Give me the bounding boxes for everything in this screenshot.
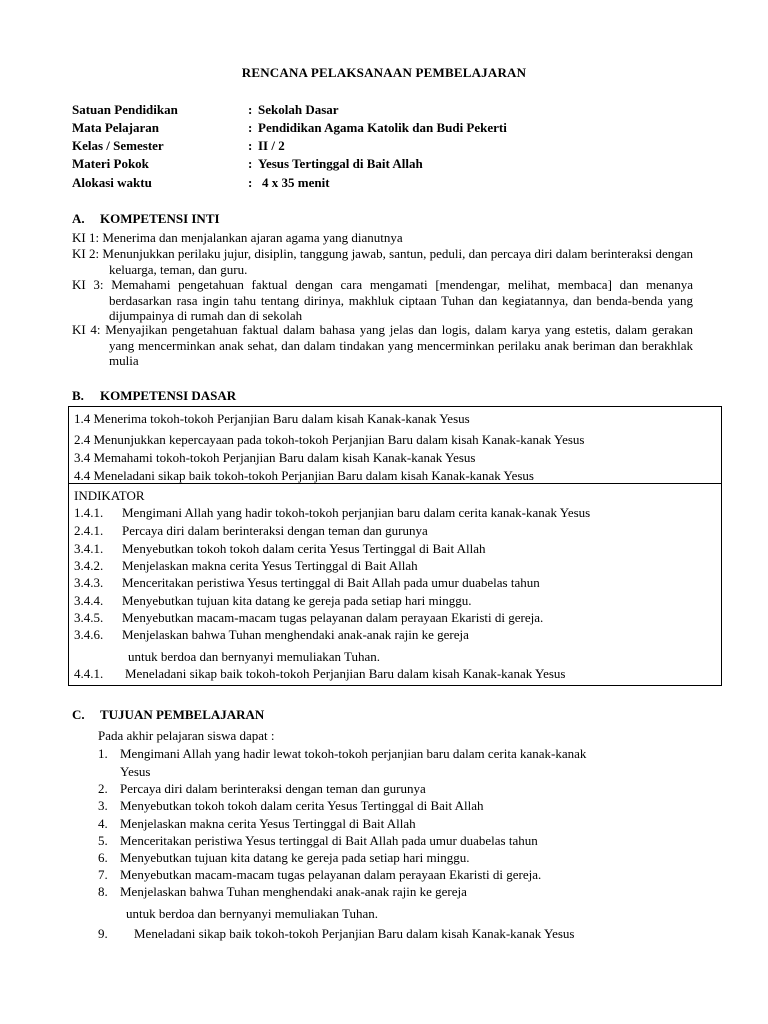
indikator-number: 3.4.3. [74,575,104,590]
section-letter: C. [72,707,85,722]
indikator-text: Menyebutkan tokoh tokoh dalam cerita Yesus Tertinggal di Bait Allah [122,541,486,556]
tujuan-text: Menceritakan peristiwa Yesus tertinggal di Bait Allah pada umur duabelas tahun [120,833,538,848]
section-title: KOMPETENSI INTI [100,211,220,226]
indikator-number: 3.4.1. [74,541,104,556]
identity-label: Mata Pelajaran [72,120,160,135]
indikator-text: Menceritakan peristiwa Yesus tertinggal di Bait Allah pada umur duabelas tahun [122,575,540,590]
tujuan-continuation: untuk berdoa dan bernyanyi memuliakan Tuhan. [126,906,379,921]
indikator-text: Menyebutkan tujuan kita datang ke gereja pada setiap hari minggu. [122,593,472,608]
tujuan-item [98,797,484,814]
tujuan-intro: Pada akhir pelajaran siswa dapat : [98,728,275,743]
ki-text: KI 4: Menyajikan pengetahuan faktual dalam bahasa yang jelas dan logis, dalam karya yang estetis, dalam gerakan yang mencerminkan anak sehat, dan dalam tindakan yang mencerminkan perilaku anak beriman dan berakhlak mulia [72,322,693,368]
indikator-item [74,540,486,557]
tujuan-number: 8. [98,884,108,899]
tujuan-text: Mengimani Allah yang hadir lewat tokoh-tokoh perjanjian baru dalam cerita kanak-kanak [120,746,587,761]
tujuan-number: 1. [98,746,108,761]
identity-row-alokasi [72,174,712,192]
tujuan-text: Menjelaskan makna cerita Yesus Tertinggal di Bait Allah [120,816,416,831]
indikator-item [74,665,565,682]
indikator-item [74,574,540,591]
identity-row-mapel [72,119,712,137]
indikator-label: INDIKATOR [74,488,145,503]
tujuan-item [98,832,538,849]
indikator-item [74,557,418,574]
document-title: RENCANA PELAKSANAAN PEMBELAJARAN [241,65,527,80]
identity-label: Materi Pokok [72,156,149,171]
tujuan-text: Menyebutkan macam-macam tugas pelayanan dalam perayaan Ekaristi di gereja. [120,867,542,882]
ki-item-3 [72,277,693,324]
tujuan-item [98,925,574,942]
ki-text: KI 1: Menerima dan menjalankan ajaran agama yang dianutnya [72,230,403,245]
identity-value: II / 2 [258,138,285,153]
identity-label: Alokasi waktu [72,175,152,190]
indikator-number: 4.4.1. [74,666,104,681]
identity-row-satuan [72,101,712,119]
tujuan-number: 9. [98,926,108,941]
indikator-text: Menjelaskan bahwa Tuhan menghendaki anak-anak rajin ke gereja [122,627,469,642]
identity-colon: : [248,156,253,171]
section-title: TUJUAN PEMBELAJARAN [100,707,265,722]
tujuan-continuation: Yesus [120,764,151,779]
indikator-text: Mengimani Allah yang hadir tokoh-tokoh perjanjian baru dalam cerita kanak-kanak Yesus [122,505,591,520]
identity-colon: : [248,138,253,153]
indikator-item [74,626,469,643]
identity-label: Satuan Pendidikan [72,102,178,117]
tujuan-item [98,815,416,832]
indikator-number: 3.4.4. [74,593,104,608]
section-b-heading [72,387,236,405]
indikator-text: Meneladani sikap baik tokoh-tokoh Perjanjian Baru dalam kisah Kanak-kanak Yesus [125,666,566,681]
kd-item: 3.4 Memahami tokoh-tokoh Perjanjian Baru dalam kisah Kanak-kanak Yesus [74,450,476,465]
section-letter: A. [72,211,85,226]
identity-value: Sekolah Dasar [258,102,339,117]
indikator-number: 3.4.5. [74,610,104,625]
indikator-item [74,522,428,539]
tujuan-number: 6. [98,850,108,865]
tujuan-number: 5. [98,833,108,848]
section-a-heading [72,210,220,228]
indikator-item [74,504,590,521]
tujuan-text: Percaya diri dalam berinteraksi dengan teman dan gurunya [120,781,426,796]
section-title: KOMPETENSI DASAR [100,388,237,403]
kd-item: 4.4 Meneladani sikap baik tokoh-tokoh Perjanjian Baru dalam kisah Kanak-kanak Yesus [74,468,534,483]
identity-label: Kelas / Semester [72,138,164,153]
indikator-text: Percaya diri dalam berinteraksi dengan teman dan gurunya [122,523,428,538]
identity-colon: : [248,120,253,135]
identity-value: 4 x 35 menit [262,175,330,190]
indikator-text: Menyebutkan macam-macam tugas pelayanan dalam perayaan Ekaristi di gereja. [122,610,544,625]
indikator-number: 3.4.6. [74,627,104,642]
ki-item-1 [72,230,693,246]
indikator-number: 2.4.1. [74,523,104,538]
kd-item: 2.4 Menunjukkan kepercayaan pada tokoh-tokoh Perjanjian Baru dalam kisah Kanak-kanak Yesus [74,432,585,447]
identity-row-materi [72,155,712,173]
indikator-number: 1.4.1. [74,505,104,520]
indikator-continuation: untuk berdoa dan bernyanyi memuliakan Tuhan. [128,649,381,664]
indikator-item [74,609,543,626]
indikator-text: Menjelaskan makna cerita Yesus Tertinggal di Bait Allah [122,558,418,573]
tujuan-item [98,883,467,900]
tujuan-text: Menjelaskan bahwa Tuhan menghendaki anak-anak rajin ke gereja [120,884,467,899]
indikator-number: 3.4.2. [74,558,104,573]
tujuan-text: Menyebutkan tujuan kita datang ke gereja pada setiap hari minggu. [120,850,470,865]
identity-row-kelas [72,137,712,155]
tujuan-item [98,866,541,883]
tujuan-item [98,745,586,762]
identity-value: Pendidikan Agama Katolik dan Budi Pekerti [258,120,507,135]
tujuan-number: 2. [98,781,108,796]
tujuan-text: Meneladani sikap baik tokoh-tokoh Perjanjian Baru dalam kisah Kanak-kanak Yesus [134,926,575,941]
kd-item: 1.4 Menerima tokoh-tokoh Perjanjian Baru dalam kisah Kanak-kanak Yesus [74,411,470,426]
tujuan-number: 4. [98,816,108,831]
section-c-heading [72,706,264,724]
identity-colon: : [248,102,253,117]
identity-colon: : [248,175,253,190]
tujuan-item [98,849,469,866]
tujuan-item [98,780,426,797]
section-letter: B. [72,388,84,403]
tujuan-number: 3. [98,798,108,813]
ki-item-4 [72,322,693,369]
ki-text: KI 3: Memahami pengetahuan faktual dengan cara mengamati [mendengar, melihat, membaca] dan menanya berdasarkan rasa ingin tahu tentang dirinya, makhluk ciptaan Tuhan dan kegiatannya, dan benda-benda yang dijumpainya di rumah dan di sekolah [72,277,693,323]
tujuan-text: Menyebutkan tokoh tokoh dalam cerita Yesus Tertinggal di Bait Allah [120,798,484,813]
indikator-item [74,592,471,609]
ki-text: KI 2: Menunjukkan perilaku jujur, disiplin, tanggung jawab, santun, peduli, dan percaya diri dalam berinteraksi dengan keluarga, teman, dan guru. [72,246,693,277]
ki-item-2 [72,246,693,277]
tujuan-number: 7. [98,867,108,882]
identity-value: Yesus Tertinggal di Bait Allah [258,156,423,171]
